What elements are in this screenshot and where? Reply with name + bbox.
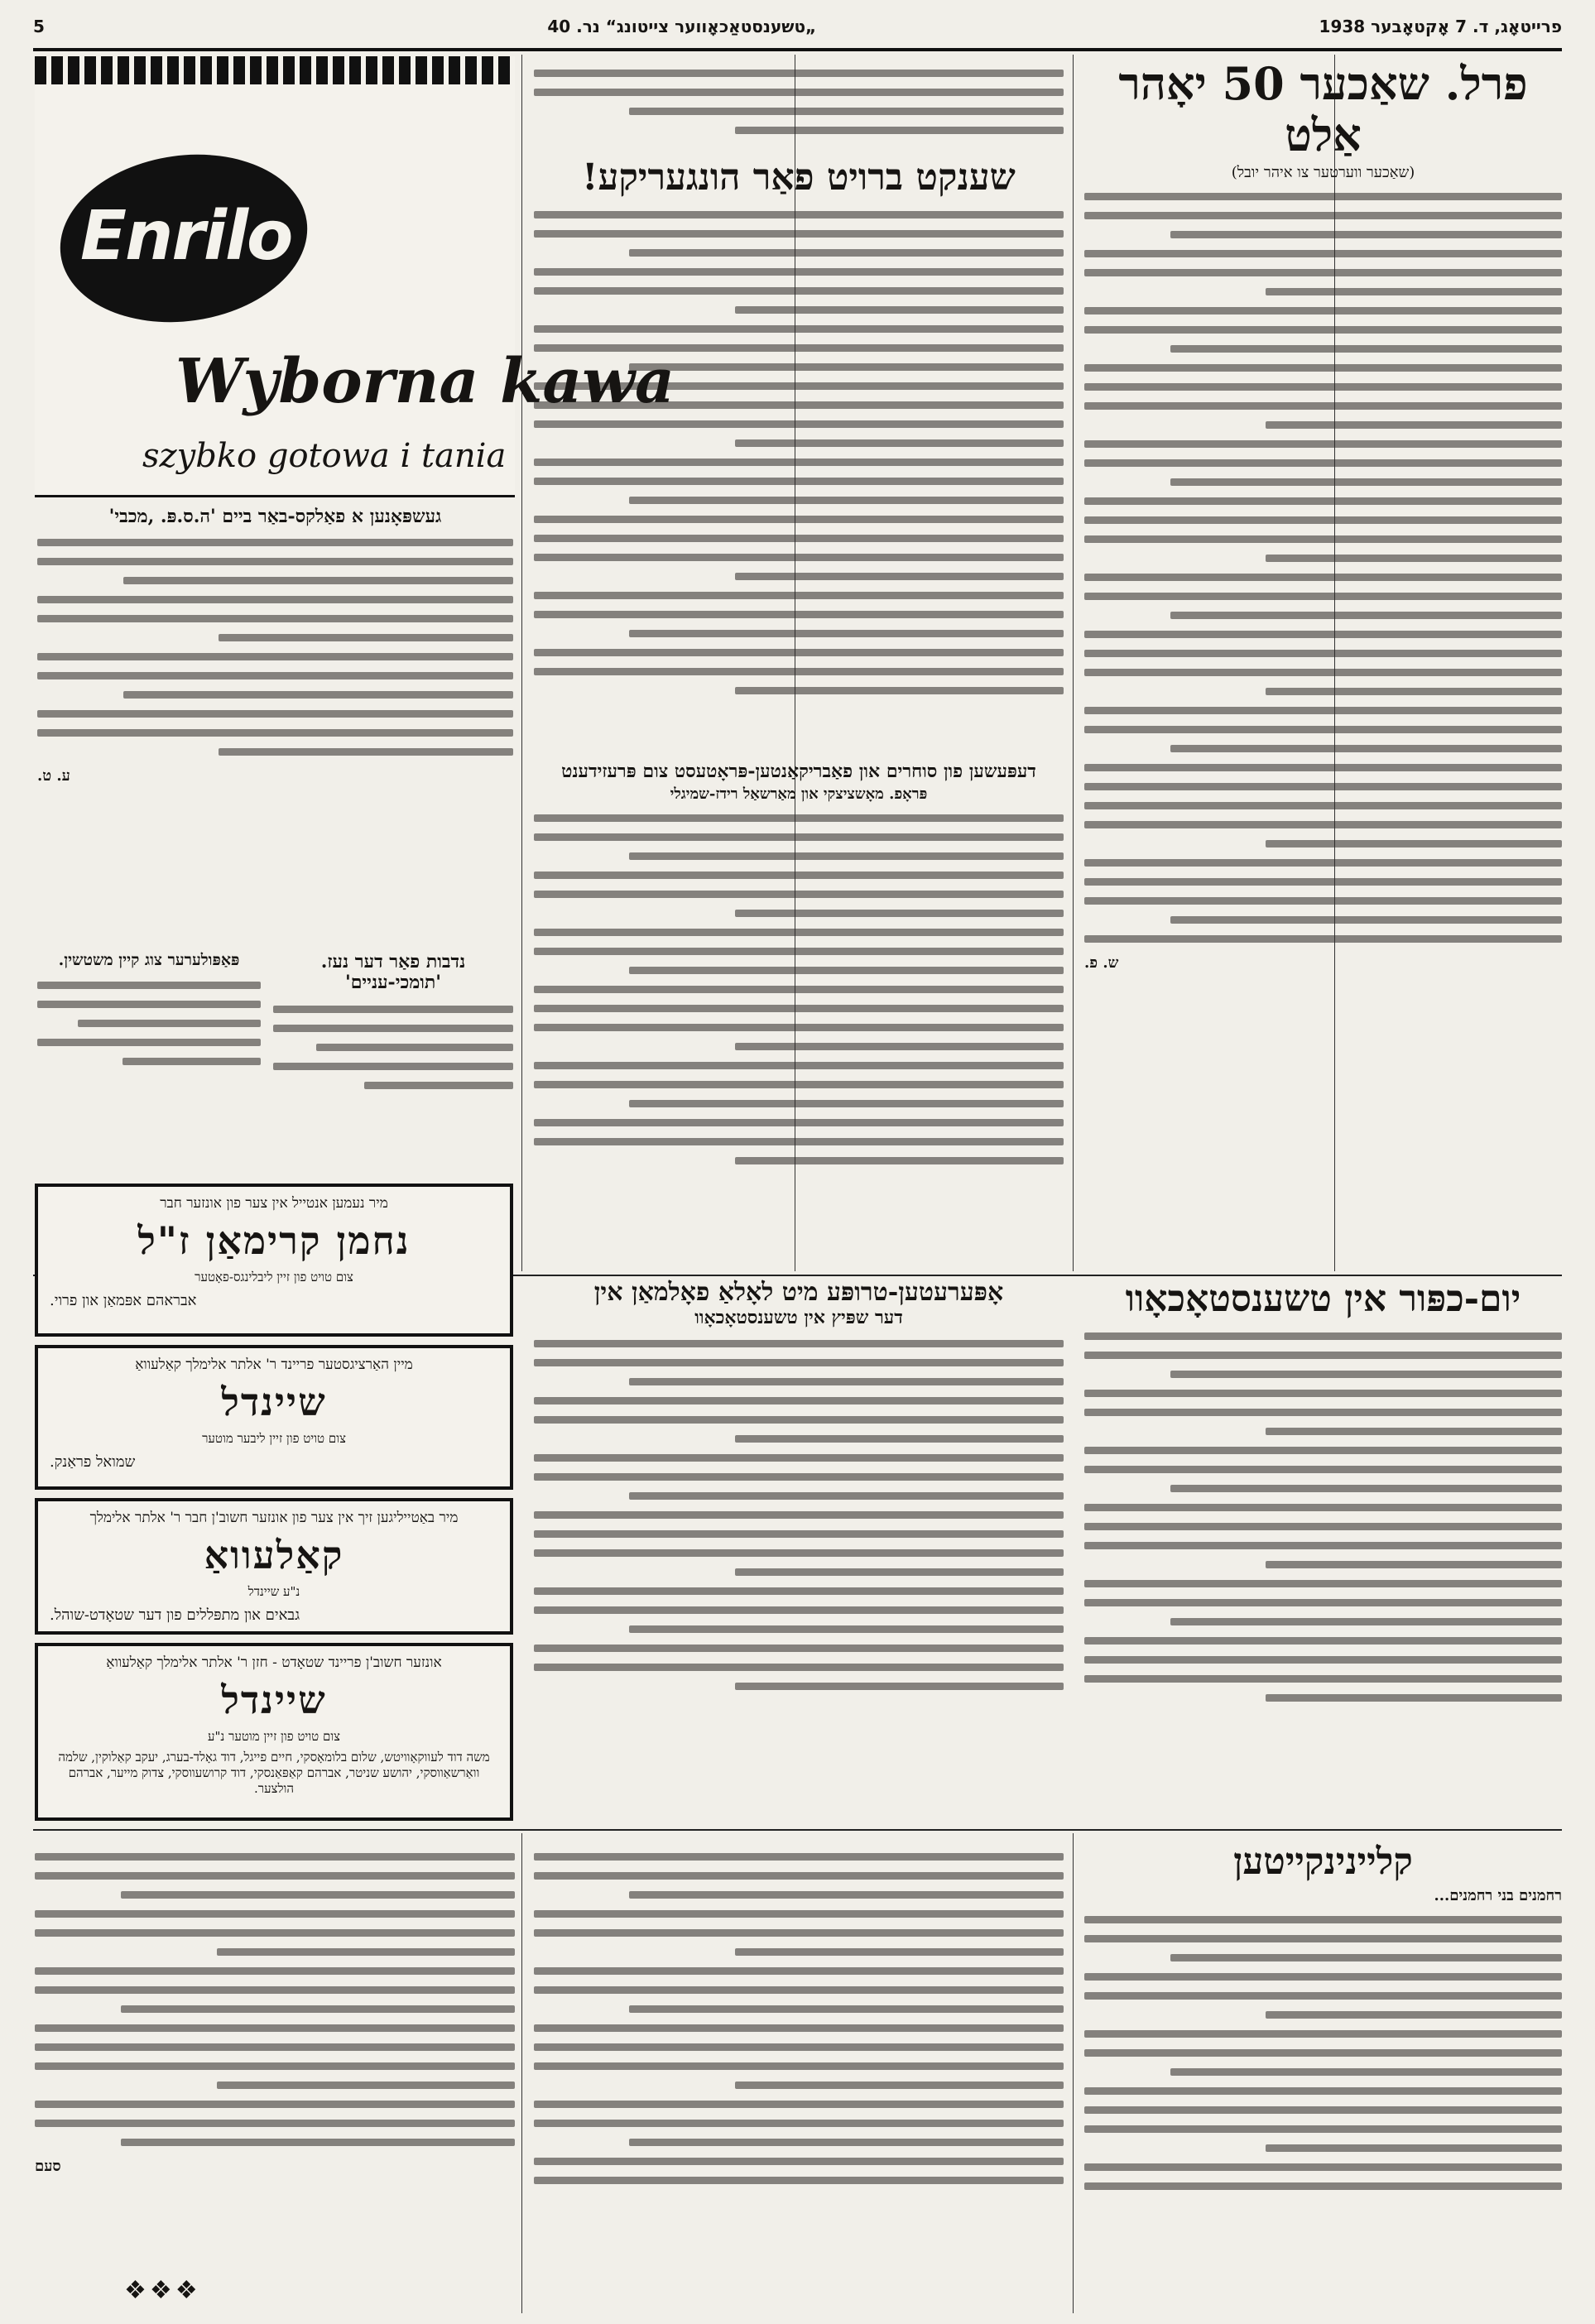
obituary-intro: מיין האַרציגסטער פריינד ר' אלתר אלימלך קאַלעוואַ	[135, 1356, 413, 1373]
article-body	[1084, 1916, 1562, 2190]
article-body	[273, 1006, 513, 1089]
article-title: קליינינקייטען	[1233, 1841, 1413, 1883]
obituary-name: נחמן קרימאַן ז"ל	[137, 1218, 411, 1263]
obituary-notice	[35, 1643, 513, 1821]
obituary-intro: מיר נעמען אנטייל אין צער פון אונזער חבר	[160, 1195, 388, 1212]
masthead-rule	[33, 48, 1562, 51]
article-body	[534, 1340, 1064, 1690]
article-hungary	[534, 157, 1064, 753]
article-title: פרל. שאַכער 50 יאָהר אַלט	[1118, 58, 1528, 162]
article-body	[37, 982, 261, 1065]
article-title-2: דער שפּיץ אין טשענסטאָכאָוו	[694, 1306, 903, 1328]
obituary-family: משה דוד לעווקאָוויטש, שלום בלומאָסקי, חיים פייגל, דוד גאָלד-בערג, יעקב קאַלוקין, שלמה וואַרשאַווסקי, יהושע שניטר, אברהם קאַפּאַנסקי, דוד קרושעווסקי, צדוק מייער, אברהם הולצער.	[58, 1750, 490, 1796]
article-subtitle: פּראָפ. מאָשציצקי און מאַרשאַל רידז-שמיגלי	[670, 785, 928, 804]
article-body	[35, 1853, 515, 2146]
article-donations	[273, 952, 513, 1175]
article-chess	[37, 952, 261, 1175]
obituary-name: שיינדל	[221, 1678, 327, 1722]
obituary-intro: אונזער חשוב'ן פריינד שטאָדט - חזן ר' אלתר אלימלך קאַלעוואַ	[106, 1654, 442, 1671]
ad-slogan: Wyborna kawa	[175, 346, 675, 417]
article-kleinikeiten-cont	[534, 1841, 1064, 2305]
obituary-detail: נ"ע שיינדל	[247, 1584, 300, 1599]
article-body	[534, 70, 1064, 134]
obituary-notice	[35, 1345, 513, 1490]
article-title: דעפּעשען פון סוחרים און פאַבריקאַנטען-פּראָטעסט צום פּרעזידענט	[561, 761, 1036, 782]
column-rule	[521, 1833, 522, 2313]
article-continuation	[534, 58, 1064, 149]
obituary-detail: צום טויט פון זיין ליבלינגס-פאָטער	[195, 1270, 353, 1284]
article-lead: רחמנים בני רחמנים...	[1434, 1886, 1562, 1904]
article-body	[1084, 193, 1562, 943]
obituary-notice	[35, 1184, 513, 1337]
obituary-detail: צום טויט פון זיין ליבער מוטער	[202, 1431, 346, 1446]
article-signature: ע. ט.	[37, 767, 70, 785]
page-number: 5	[33, 17, 45, 36]
article-body	[37, 539, 513, 756]
article-protest	[534, 761, 1064, 1258]
article-kleinikeiten	[1084, 1841, 1562, 2305]
article-subtitle: (שאַכער ווערטער צו איהר יובל)	[1231, 164, 1415, 182]
obituary-notice	[35, 1498, 513, 1635]
article-maccabi	[37, 507, 513, 862]
obituary-family: שמואל פראַנק.	[50, 1453, 136, 1471]
ad-tagline: szybko gotowa i tania	[142, 437, 507, 475]
article-title: געשפּאָנען א פאַלקס-באַר ביים 'ה.ס.פּ. ,מכבי'	[108, 507, 442, 527]
masthead-date: פרייטאָג, ד. 7 אָקטאָבער 1938	[1319, 17, 1562, 36]
ad-border-pattern	[35, 56, 515, 84]
article-title: פּאַפּולערער צוג קיין משטשין.	[58, 952, 240, 969]
obituary-name: קאַלעוואַ	[204, 1533, 344, 1577]
obituary-name: שיינדל	[221, 1380, 327, 1424]
article-title: שענקט ברויט פאַר הונגעריקע!	[582, 157, 1016, 199]
enrilo-advertisement	[35, 56, 675, 497]
obituary-detail: צום טויט פון זיין מוטער נ"ע	[207, 1729, 341, 1744]
article-body	[534, 814, 1064, 1164]
article-body	[534, 1853, 1064, 2184]
article-title: נדבות פאַר דער נעז. 'תומכי-עניים'	[320, 952, 466, 994]
masthead	[33, 10, 1562, 43]
article-signature: ש. פ.	[1084, 954, 1119, 972]
article-body	[534, 211, 1064, 694]
article-kleinikeiten-end	[35, 1841, 515, 2305]
column-rule	[521, 55, 522, 1271]
article-title: יום-כפּור אין טשענסטאָכאָוו	[1125, 1279, 1521, 1320]
obituary-family: גבאים און מתפּללים פון דער שטאָדט-שוהל.	[50, 1606, 300, 1624]
obituary-family: אבראהם אפּמאַן און פרוי.	[50, 1292, 197, 1309]
ad-brand: Enrilo	[80, 197, 292, 276]
masthead-paper: „טשענסטאַכאָווער צייטונג“ נר. 40	[547, 17, 817, 36]
spacer	[1084, 1262, 1562, 1270]
obituary-intro: מיר באַטייליגען זיך אין צער פון אונזער חשוב'ן חבר ר' אלתר אלימלך	[89, 1510, 459, 1526]
section-rule	[33, 1829, 1562, 1831]
article-body	[1084, 1332, 1562, 1702]
article-kippur	[1084, 1279, 1562, 1825]
ornament-divider: ❖❖❖	[124, 2276, 201, 2305]
article-signature: סעם	[35, 2158, 61, 2175]
article-operetta	[534, 1279, 1064, 1825]
article-title: אָפּערעטען-טרופּע מיט לאָלאַ פאָלמאַן אין	[593, 1279, 1004, 1307]
column-rule	[1073, 55, 1074, 1271]
article-perl	[1084, 58, 1562, 1258]
column-rule	[1073, 1833, 1074, 2313]
